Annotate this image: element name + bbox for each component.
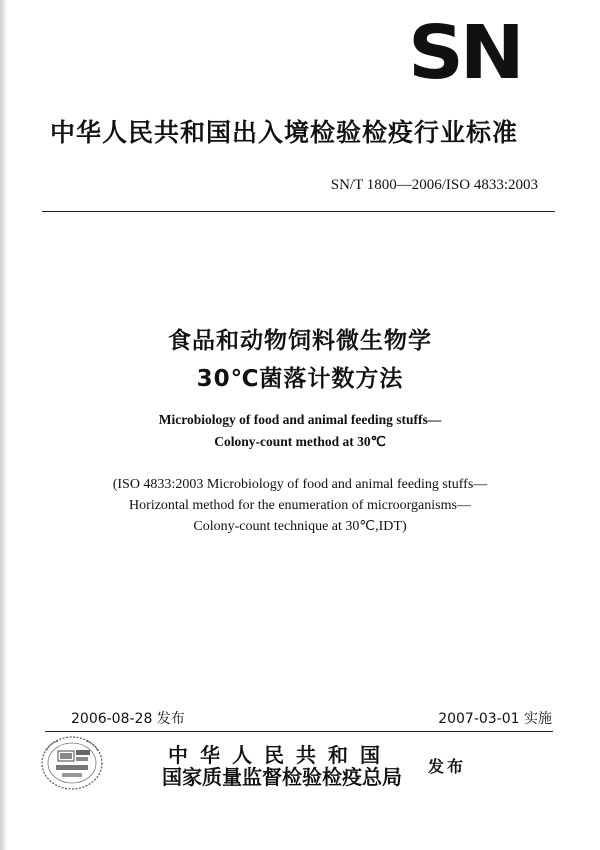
organization-title: 中华人民共和国出入境检验检疫行业标准 bbox=[50, 118, 519, 147]
title-en-line2: Colony-count method at 30℃ bbox=[214, 434, 386, 449]
publish-label: 发布 bbox=[428, 757, 467, 776]
sn-logo: SN bbox=[408, 10, 521, 96]
title-cn-line2: 30℃菌落计数方法 bbox=[196, 366, 404, 392]
header-divider bbox=[42, 211, 555, 212]
title-cn-line1: 食品和动物饲料微生物学 bbox=[168, 328, 432, 354]
issuer-line2: 国家质量监督检验检疫总局 bbox=[162, 765, 402, 789]
issuer-line1: 中华人民共和国 bbox=[168, 743, 392, 767]
implementation-date: 2007-03-01 实施 bbox=[438, 711, 552, 727]
standard-number: SN/T 1800—2006/ISO 4833:2003 bbox=[330, 177, 538, 193]
iso-equivalence-line1: (ISO 4833:2003 Microbiology of food and animal feeding stuffs— bbox=[112, 477, 488, 492]
title-en-line1: Microbiology of food and animal feeding stuffs— bbox=[158, 412, 442, 427]
issue-date: 2006-08-28 发布 bbox=[71, 711, 185, 727]
seal-stamp-icon bbox=[36, 733, 112, 793]
iso-equivalence-line3: Colony-count technique at 30℃,IDT) bbox=[193, 519, 407, 534]
footer-divider bbox=[45, 731, 553, 732]
iso-equivalence-line2: Horizontal method for the enumeration of microorganisms— bbox=[129, 498, 471, 513]
